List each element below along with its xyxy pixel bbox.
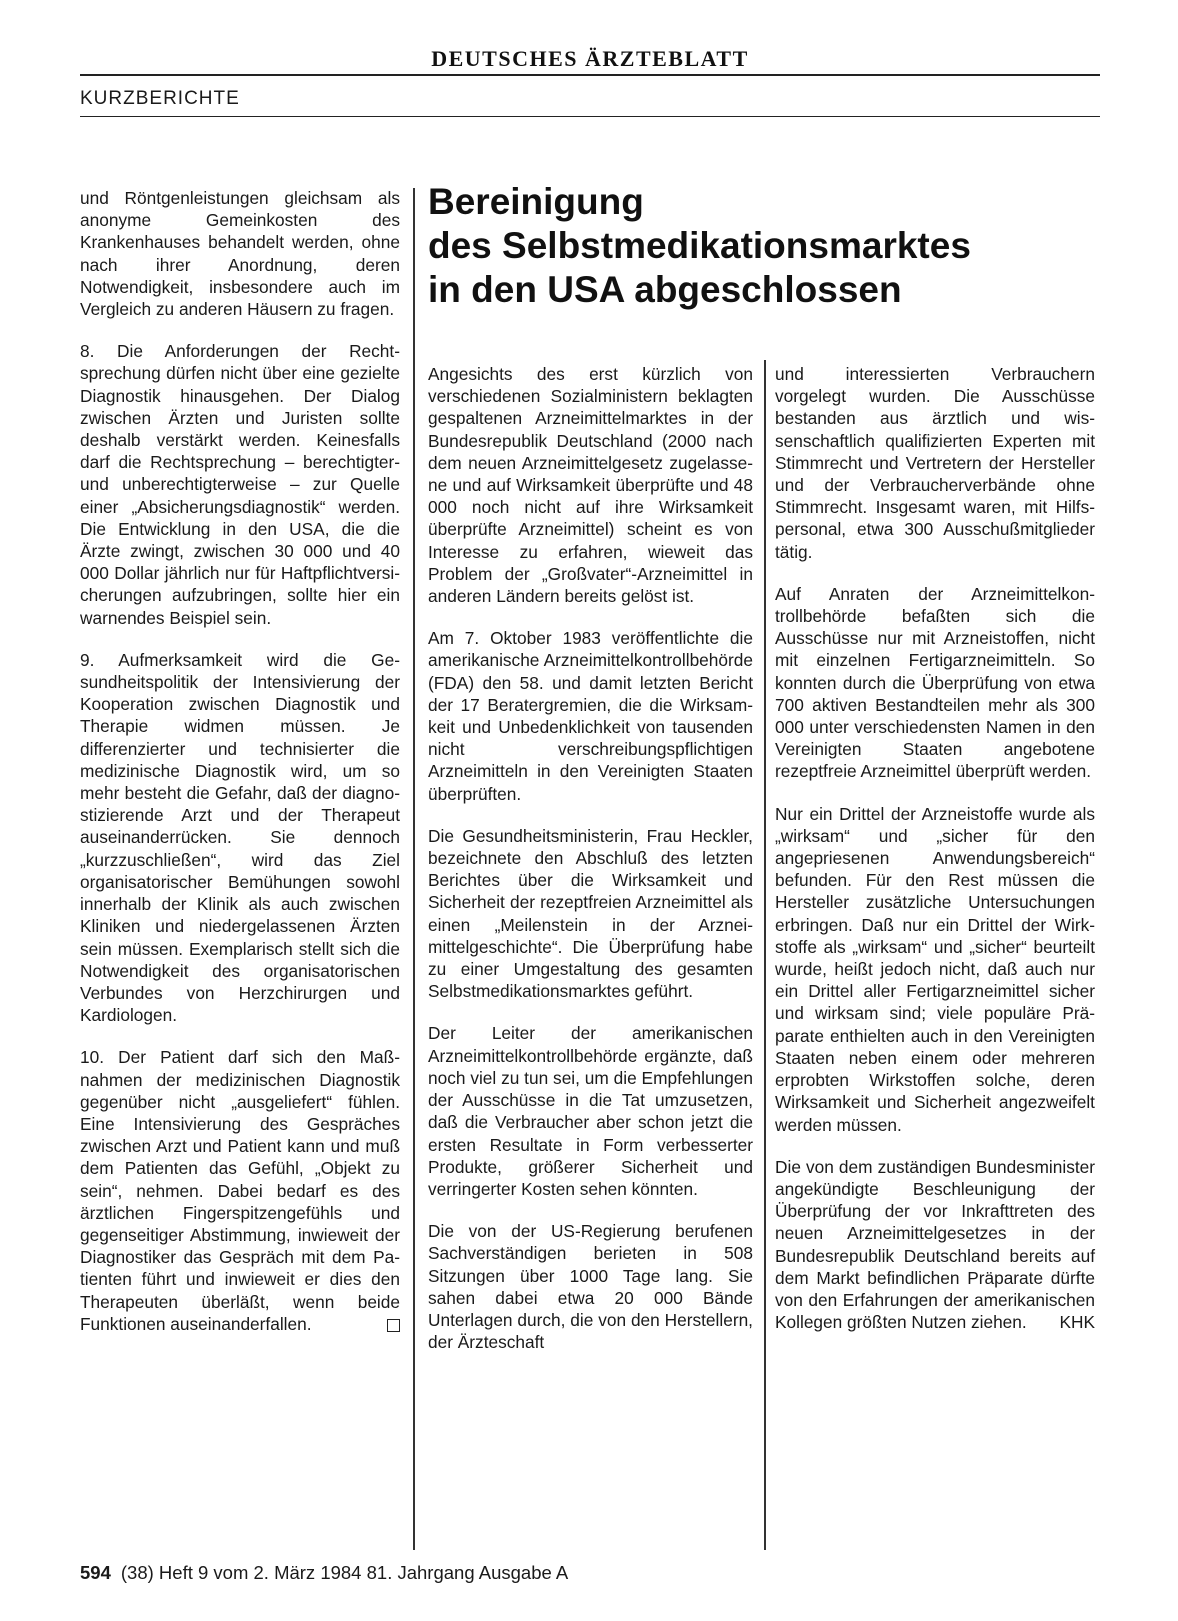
paragraph: und interessierten Verbrauchern vorgelegt wurden. Die Ausschüsse bestanden aus ärztlich und wissenschaftlich qualifizierten Experten mit Stimmrecht und Vertretern der Hersteller und der Verbraucherverbände ohne Stimmrecht. Insgesamt waren, mit Hilfspersonal, etwa 300 Ausschußmitglieder tätig. xyxy=(775,364,1095,562)
end-of-article-square-icon xyxy=(387,1319,400,1332)
paragraph: und Röntgenleistungen gleichsam als anonyme Gemeinkosten des Krankenhauses behandelt werden, ohne nach ihrer Anordnung, deren Notwendigkeit, insbesondere auch im Vergleich zu anderen Häusern zu fragen. xyxy=(80,188,400,320)
issue-info: (38) Heft 9 vom 2. März 1984 81. Jahrgang Ausgabe A xyxy=(120,1562,569,1583)
paragraph: 9. Aufmerksamkeit wird die Gesundheitspolitik der Intensivierung der Kooperation zwischen Diagnostik und Therapie widmen müssen. Je differenzierter und technisierter die medizinische Diagnostik wird, um so mehr besteht die Gefahr, daß der diagnostizierende Arzt und der Therapeut auseinanderrücken. Sie dennoch „kurzzuschließen“, wird das Ziel organisatorischer Bemühungen sowohl innerhalb der Klinik als auch zwischen Kliniken und niedergelassenen Ärzten sein müssen. Exemplarisch stellt sich die Notwendigkeit des organisatorischen Verbundes von Herzchirurgen und Kardiologen. xyxy=(80,649,400,1026)
paragraph: Nur ein Drittel der Arzneistoffe wurde als „wirksam“ und „sicher für den angepriesenen Anwendungsbereich“ befunden. Für den Rest müssen die Hersteller zusätzliche Untersuchungen erbringen. Daß nur ein Drittel der Wirkstoffe als „wirksam“ und „sicher“ beurteilt wurde, heißt jedoch nicht, daß auch nur ein Drittel aller Fertigarzneimittel sicher und wirksam sind; viele populäre Präparate enthielten auch in den Vereinigten Staaten neben einem oder mehreren erprobten Wirkstoffen solche, deren Wirksamkeit und Sicherheit angezweifelt werden müssen. xyxy=(775,803,1095,1135)
headline-line: Bereinigung xyxy=(428,181,644,222)
article-headline xyxy=(428,180,1088,312)
paragraph xyxy=(80,1046,400,1335)
section-label: KURZBERICHTE xyxy=(80,88,240,109)
paragraph: Auf Anraten der Arzneimittelkontrollbehörde befaßten sich die Ausschüsse nur mit Arzneistoffen, nicht mit einzelnen Fertigarzneimitteln. So konnten durch die Überprüfung von etwa 700 aktiven Bestandteilen mehr als 300 000 unter verschiedensten Namen in den Vereinigten Staaten angebotene rezeptfreie Arzneimittel überprüft werden. xyxy=(775,583,1095,782)
masthead: DEUTSCHES ÄRZTEBLATT xyxy=(431,46,749,71)
column-divider xyxy=(764,360,766,1550)
paragraph: Die Gesundheitsministerin, Frau Heckler, bezeichnete den Abschluß des letzten Berichtes über die Wirksamkeit und Sicherheit der rezeptfreien Arzneimittel als einen „Meilenstein in der Arzneimittelgeschichte“. Die Überprüfung habe zu einer Umgestaltung des gesamten Selbstmedikationsmarktes geführt. xyxy=(428,825,753,1002)
column-divider xyxy=(413,188,415,1550)
paragraph: Die von der US-Regierung berufenen Sachverständigen berieten in 508 Sitzungen über 1000 Tage lang. Sie sahen dabei etwa 20 000 Bände Unterlagen durch, die von den Herstellern, der Ärzteschaft xyxy=(428,1221,753,1353)
headline-line: in den USA abgeschlossen xyxy=(428,269,902,310)
header-rule-bottom xyxy=(80,116,1100,117)
headline-line: des Selbstmedikationsmarktes xyxy=(428,225,971,266)
paragraph-text: Die von dem zuständigen Bundesminister angekündigte Beschleunigung der Überprüfung der vor Inkrafttreten des neuen Arzneimittelgesetzes in der Bundesrepublik Deutschland bereits auf dem Markt befindlichen Präparate dürfte von den Erfahrungen der amerikanischen Kollegen größten Nutzen ziehen. xyxy=(775,1156,1095,1333)
paragraph: 8. Die Anforderungen der Rechtsprechung dürfen nicht über eine gezielte Diagnostik hinausgehen. Der Dialog zwischen Ärzten und Juristen sollte deshalb verstärkt werden. Keinesfalls darf die Rechtsprechung – berechtigter- und unberechtigterweise – zur Quelle einer „Absicherungsdiagnostik“ werden. Die Entwicklung in den USA, die die Ärzte zwingt, zwischen 30 000 und 40 000 Dollar jährlich nur für Haftpflichtversicherungen aufzubringen, sollte hier ein warnendes Beispiel sein. xyxy=(80,341,400,628)
column-middle xyxy=(428,363,753,1373)
page-number: 594 xyxy=(80,1562,111,1583)
column-left xyxy=(80,187,400,1355)
paragraph: Der Leiter der amerikanischen Arzneimittelkontrollbehörde ergänzte, daß noch viel zu tun sei, um die Empfehlungen der Ausschüsse in die Tat umzusetzen, daß die Verbraucher aber schon jetzt die ersten Resultate in Form verbesserter Produkte, größerer Sicherheit und verringerter Kosten sehen könnten. xyxy=(428,1023,753,1199)
author-signature: KHK xyxy=(1059,1312,1095,1333)
column-right xyxy=(775,363,1095,1353)
page-footer xyxy=(80,1562,568,1584)
paragraph xyxy=(775,1156,1095,1334)
header-rule-top xyxy=(80,74,1100,76)
paragraph: Angesichts des erst kürzlich von verschiedenen Sozialministern beklagten gespaltenen Arzneimittelmarktes in der Bundesrepublik Deutschland (2000 nach dem neuen Arzneimittelgesetz zugelassene und auf Wirksamkeit überprüfte und 48 000 noch nicht auf ihre Wirksamkeit überprüfte Arzneimittel) scheint es von Interesse zu erfahren, wieweit das Problem der „Großvater“-Arzneimittel in anderen Ländern bereits gelöst ist. xyxy=(428,364,753,607)
paragraph-text: 10. Der Patient darf sich den Maßnahmen der medizinischen Diagnostik gegenüber nicht „ausgeliefert“ fühlen. Eine Intensivierung des Gespräches zwischen Arzt und Patient kann und muß dem Patienten das Gefühl, „Objekt zu sein“, nehmen. Dabei bedarf es des ärztlichen Fingerspitzengefühls und gegenseitiger Abstimmung, inwieweit der Diagnostiker das Gespräch mit dem Patienten führt und inwieweit er dies den Therapeuten überläßt, wenn beide Funktionen auseinanderfallen. xyxy=(80,1047,400,1334)
paragraph: Am 7. Oktober 1983 veröffentlichte die amerikanische Arzneimittelkontrollbehörde (FDA) den 58. und damit letzten Bericht der 17 Beratergremien, die die Wirksamkeit und Unbedenklichkeit von tausenden nicht verschreibungspflichtigen Arzneimitteln in den Vereinigten Staaten überprüften. xyxy=(428,628,753,804)
